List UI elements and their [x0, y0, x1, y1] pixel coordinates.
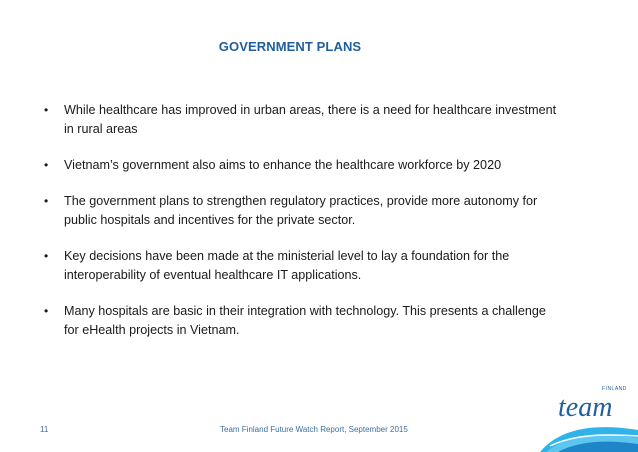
bullet-marker: • [44, 158, 49, 172]
bullet-text: Key decisions have been made at the ministerial level to lay a foundation for the interoperability of eventual healthcare IT applications. [64, 249, 510, 282]
bullet-item [44, 247, 564, 285]
team-finland-logo-icon [540, 378, 638, 452]
bullet-item [44, 101, 564, 139]
bullet-marker: • [44, 194, 49, 208]
bullet-item [44, 302, 564, 340]
bullet-text: While healthcare has improved in urban areas, there is a need for healthcare investment in rural areas [64, 103, 557, 136]
logo-small-text: FINLAND [602, 386, 627, 392]
bullet-marker: • [44, 103, 49, 117]
slide-title: GOVERNMENT PLANS [218, 39, 362, 54]
bullet-marker: • [44, 304, 49, 318]
bullet-item [44, 192, 564, 230]
footer-report-title: Team Finland Future Watch Report, September 2015 [220, 425, 408, 434]
logo-main-text: team [558, 392, 613, 423]
bullet-text: Many hospitals are basic in their integration with technology. This presents a challenge for eHealth projects in Vietnam. [64, 304, 546, 337]
bullet-text: Vietnam’s government also aims to enhance the healthcare workforce by 2020 [64, 158, 502, 172]
bullet-text: The government plans to strengthen regulatory practices, provide more autonomy for public hospitals and incentives for the private sector. [64, 194, 538, 227]
bullet-marker: • [44, 249, 49, 263]
bullet-list [44, 101, 564, 357]
bullet-item [44, 156, 564, 175]
page-number: 11 [40, 425, 49, 434]
